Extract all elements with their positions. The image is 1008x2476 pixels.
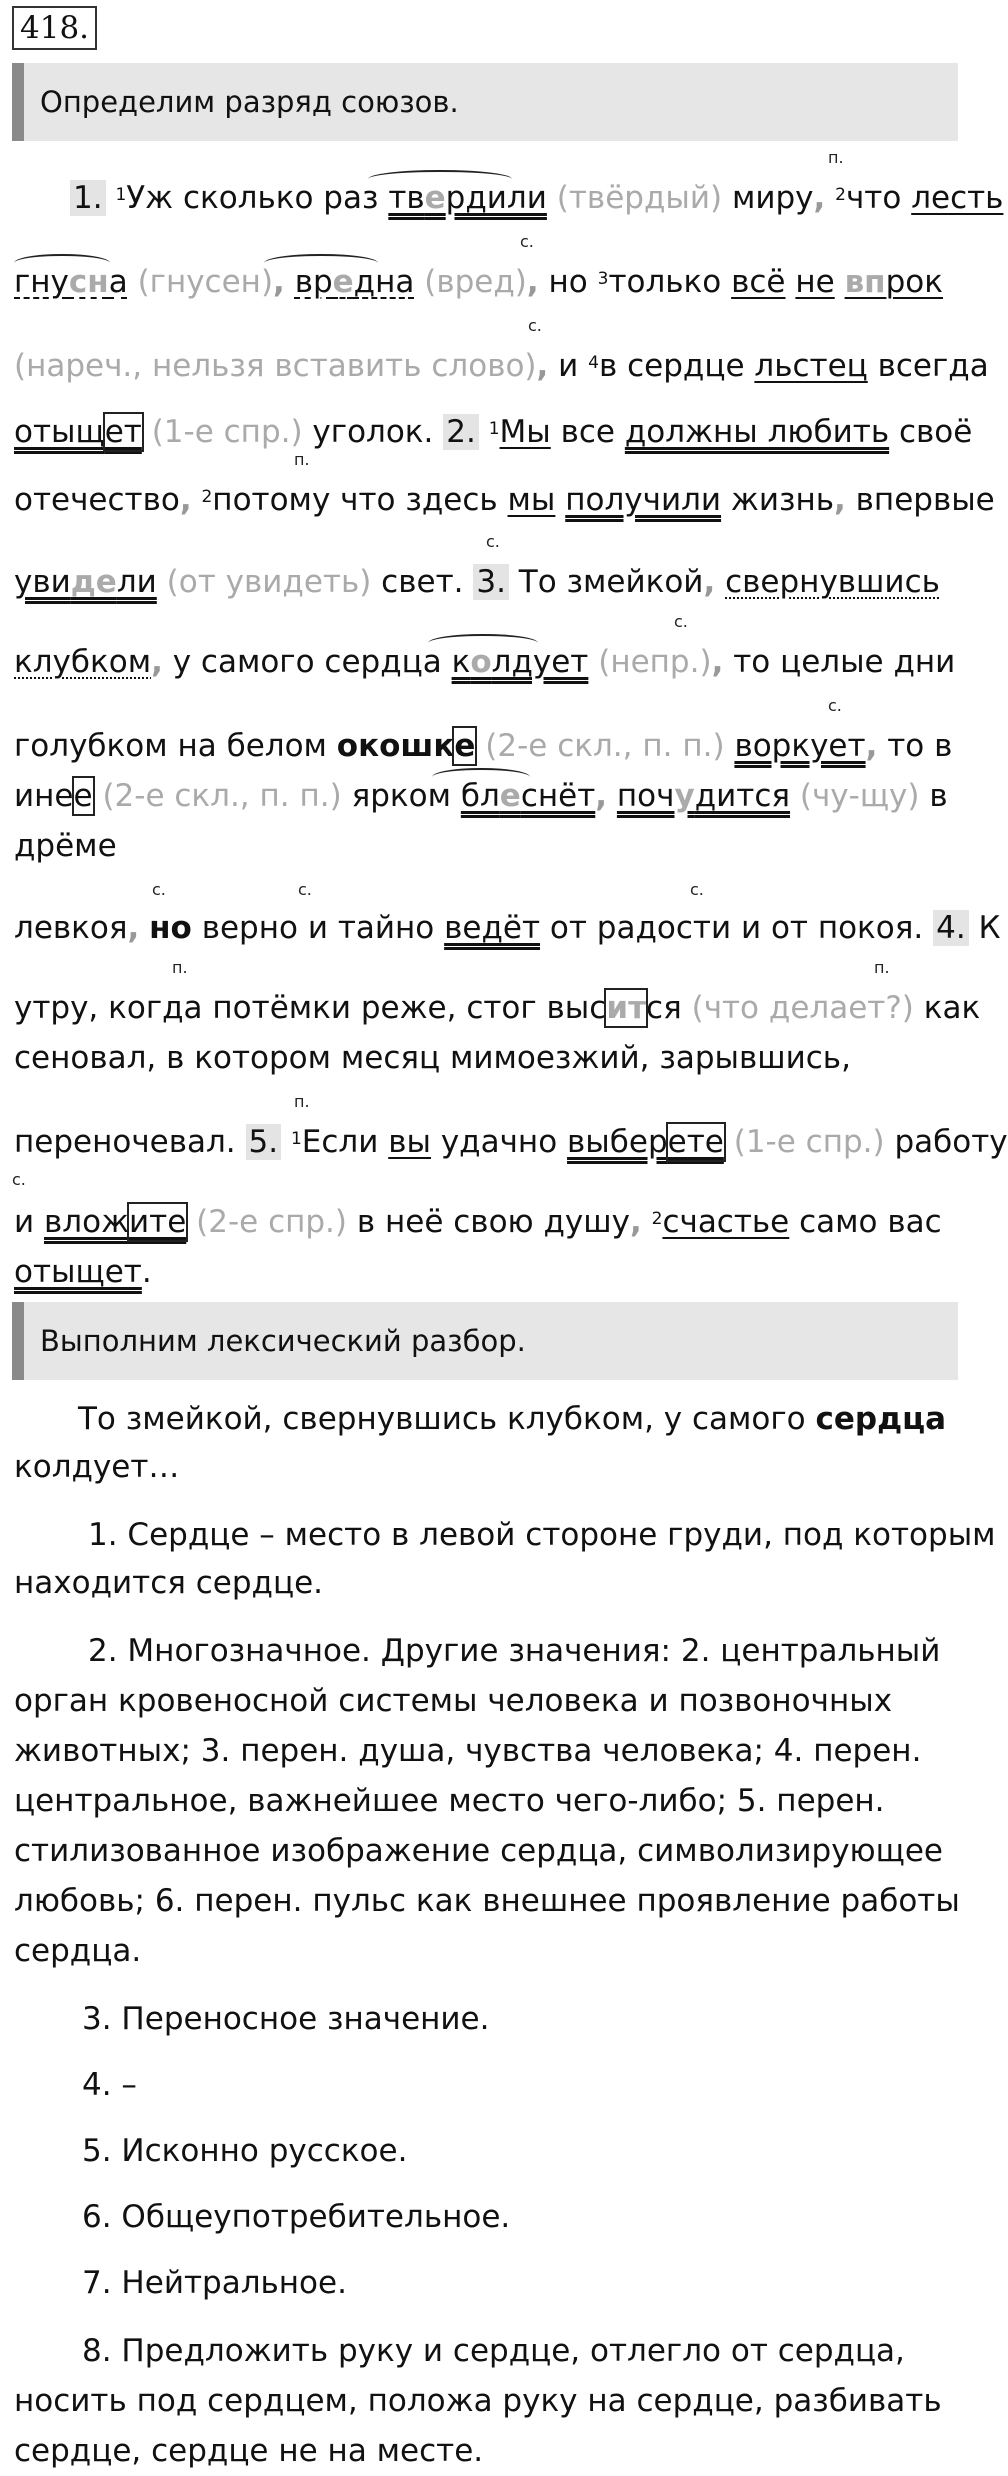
mark: п. — [172, 958, 188, 977]
item-line: находится сердце. — [14, 1565, 324, 1601]
item-line: стилизованное изображение сердца, символизирующее — [14, 1833, 943, 1869]
item-line: 6. Общеупотребительное. — [82, 2199, 511, 2235]
text-line: голубком на белом окошке (2-е скл., п. п.) воркует, то в — [14, 728, 953, 764]
item-line: 3. Переносное значение. — [82, 2001, 490, 2037]
text-line: утру, когда потёмки реже, стог высится (что делает?) как — [14, 990, 981, 1026]
text-line: дрёме — [14, 828, 117, 864]
section-header-lexical — [12, 1302, 958, 1380]
text-line: сеновал, в котором месяц мимоезжий, зарывшись, — [14, 1040, 851, 1076]
mark: с. — [828, 696, 842, 715]
section-title: Определим разряд союзов. — [40, 85, 459, 119]
section-header-conjunctions — [12, 63, 958, 141]
text-line: и вложите (2-е спр.) в неё свою душу, $^2$счастье само вас — [14, 1204, 942, 1240]
item-line: 4. – — [82, 2067, 137, 2103]
text-line: гнусна (гнусен), вредна (вред), но $^3$только всё не впрок — [14, 264, 943, 300]
text-line: инее (2-е скл., п. п.) ярком блеснёт, почудится (чу-щу) в — [14, 778, 948, 814]
mark: с. — [690, 880, 704, 899]
text-line: увидели (от увидеть) свет. 3. То змейкой, свернувшись — [14, 564, 940, 600]
text-line: отечество, $^2$потому что здесь мы получили жизнь, впервые — [14, 482, 995, 518]
text-line: отыщет (1-е спр.) уголок. 2. $^1$Мы все должны любить своё — [14, 414, 973, 450]
item-line: сердца. — [14, 1933, 142, 1969]
text-line: переночевал. 5. $^1$Если вы удачно выберете (1-е спр.) работу — [14, 1124, 1008, 1160]
text-line: (нареч., нельзя вставить слово), и $^4$в сердце льстец всегда — [14, 348, 989, 384]
mark: с. — [520, 232, 534, 251]
mark: п. — [294, 450, 310, 469]
mark: п. — [874, 958, 890, 977]
mark: с. — [12, 1170, 26, 1189]
item-line: 5. Исконно русское. — [82, 2133, 408, 2169]
text-line: отыщет. — [14, 1254, 152, 1290]
item-line: центральное, важнейшее место чего-либо; 5. перен. — [14, 1783, 885, 1819]
item-line: 8. Предложить руку и сердце, отлегло от сердца, — [82, 2333, 905, 2369]
mark: с. — [674, 612, 688, 631]
item-line: любовь; 6. перен. пульс как внешнее проявление работы — [14, 1883, 960, 1919]
task-number: 418. — [12, 6, 97, 50]
text-line: клубком, у самого сердца колдует (непр.), то целые дни — [14, 644, 956, 680]
intro-line: То змейкой, свернувшись клубком, у самого сердца — [78, 1401, 947, 1437]
text-line: левкоя, но верно и тайно ведёт от радости и от покоя. 4. К — [14, 910, 1001, 946]
mark: с. — [298, 880, 312, 899]
intro-line: колдует… — [14, 1449, 180, 1485]
mark: п. — [294, 1092, 310, 1111]
item-line: орган кровеносной системы человека и позвоночных — [14, 1683, 893, 1719]
mark: п. — [828, 148, 844, 167]
section-title: Выполним лексический разбор. — [40, 1324, 526, 1358]
item-line: носить под сердцем, положа руку на сердце, разбивать — [14, 2383, 942, 2419]
item-line: 1. Сердце – место в левой стороне груди, под которым — [88, 1517, 996, 1553]
text-line: 1. $^1$Уж сколько раз твердили (твёрдый) миру, $^2$что лесть — [70, 178, 1003, 218]
mark: с. — [152, 880, 166, 899]
item-line: животных; 3. перен. душа, чувства человека; 4. перен. — [14, 1733, 922, 1769]
mark: с. — [486, 532, 500, 551]
mark: с. — [528, 316, 542, 335]
item-line: 7. Нейтральное. — [82, 2265, 347, 2301]
item-line: сердце, сердце не на месте. — [14, 2433, 484, 2469]
item-line: 2. Многозначное. Другие значения: 2. центральный — [88, 1633, 941, 1669]
